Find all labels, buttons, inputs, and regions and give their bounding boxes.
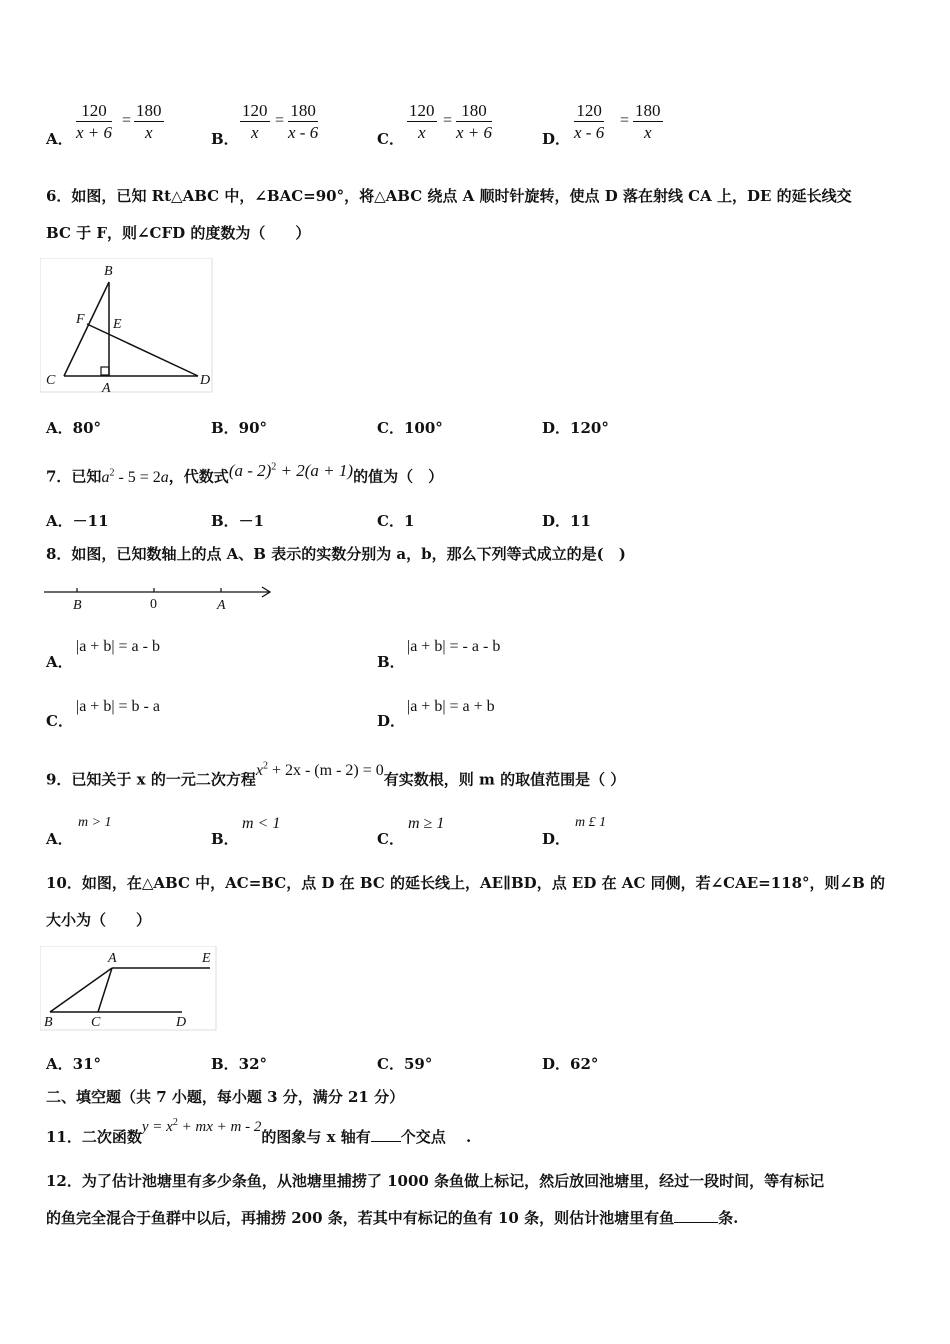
denominator: x — [643, 123, 652, 142]
point-label-d: D — [200, 373, 211, 388]
q5-option-c-right-frac — [456, 101, 492, 144]
q9-option-c-expr: m ≥ 1 — [408, 815, 445, 832]
equals-sign: = — [122, 112, 132, 129]
q8-text: 8．如图，已知数轴上的点 A、B 表示的实数分别为 a，b，那么下列等式成立的是( ) — [46, 545, 626, 563]
q7-expression: (a - 2)$^2$ + 2(a + 1) — [228, 460, 354, 480]
numerator: 120 — [574, 101, 604, 122]
equals-sign: = — [443, 112, 453, 129]
denominator: x — [144, 123, 153, 142]
q5-option-b-label: B． — [211, 130, 239, 148]
axis-label-a: A — [217, 598, 226, 613]
q9-pre: 9．已知关于 x 的一元二次方程 — [46, 770, 256, 789]
q6-text-line1: 6．如图，已知 Rt△ABC 中，∠BAC=90°，将△ABC 绕点 A 顺时针旋转，使点 D 落在射线 CA 上，DE 的延长线交 — [46, 187, 852, 205]
q7-option-a: A．－11 — [46, 512, 109, 530]
point-label-f: F — [76, 312, 85, 327]
denominator: x - 6 — [288, 123, 319, 142]
q7-text — [46, 460, 444, 488]
denominator: x — [417, 123, 426, 142]
q9-text — [46, 761, 626, 790]
denominator: x + 6 — [456, 123, 493, 142]
q5-option-d-right-frac — [633, 101, 663, 144]
q8-option-a-label: A． — [46, 653, 73, 671]
q12-line2-text: 的鱼完全混合于鱼群中以后，再捕捞 200 条，若其中有标记的鱼有 10 条，则估计池塘里有鱼 — [46, 1209, 675, 1227]
q5-option-b-right-frac — [288, 101, 318, 144]
q10-option-c: C．59° — [377, 1055, 433, 1073]
q10-option-d: D．62° — [542, 1055, 599, 1073]
q12-answer-blank[interactable] — [674, 1208, 718, 1223]
q8-option-b-label: B． — [377, 653, 405, 671]
q8-number-line — [40, 580, 280, 614]
axis-label-b: B — [73, 598, 82, 613]
denominator: x - 6 — [574, 123, 605, 142]
q7-option-c: C．1 — [377, 512, 415, 530]
equals-sign: = — [620, 112, 630, 129]
q7-option-b: B．－1 — [211, 512, 265, 530]
q11-text — [46, 1117, 472, 1148]
q8-option-d-label: D． — [377, 712, 406, 730]
q10-option-b: B．32° — [211, 1055, 268, 1073]
q9-post: 有实数根，则 m 的取值范围是（ ） — [383, 770, 626, 789]
q8-option-d-expr: |a + b| = a + b — [407, 698, 495, 715]
q5-option-d-left-frac — [574, 101, 604, 144]
q7-option-d: D．11 — [542, 512, 591, 530]
q8-option-b-expr: |a + b| = - a - b — [407, 638, 501, 655]
q6-option-b: B．90° — [211, 419, 268, 437]
q6-figure-triangle — [40, 258, 215, 396]
numerator: 180 — [136, 101, 162, 120]
q7-pre: 7．已知 — [46, 467, 102, 486]
q7-mid: ，代数式 — [168, 467, 229, 486]
q9-option-c-label: C． — [377, 830, 404, 848]
q5-option-d-label: D． — [542, 130, 571, 148]
point-label-a: A — [108, 951, 117, 966]
q7-post: 的值为（ ） — [353, 467, 444, 486]
q5-option-c-left-frac — [407, 101, 437, 144]
q6-text-line2: BC 于 F，则∠CFD 的度数为（ ） — [46, 224, 311, 242]
numerator: 120 — [76, 101, 112, 122]
section-heading: 二、填空题（共 7 小题，每小题 3 分，满分 21 分） — [46, 1088, 405, 1106]
q11-answer-blank[interactable] — [371, 1127, 401, 1142]
q5-option-a-left-frac — [76, 101, 112, 144]
q9-option-b-label: B． — [211, 830, 239, 848]
q10-option-a: A．31° — [46, 1055, 102, 1073]
numerator: 180 — [635, 101, 661, 120]
q8-option-c-label: C． — [46, 712, 73, 730]
equals-sign: = — [275, 112, 285, 129]
q9-option-a-label: A． — [46, 830, 73, 848]
numerator: 180 — [456, 101, 492, 122]
q12-text-line2 — [46, 1208, 738, 1228]
q6-option-c: C．100° — [377, 419, 443, 437]
q12-text-line1: 12．为了估计池塘里有多少条鱼，从池塘里捕捞了 1000 条鱼做上标记，然后放回池塘里，经过一段时间，等有标记 — [46, 1172, 825, 1190]
q5-option-a-label: A． — [46, 130, 73, 148]
point-label-c: C — [91, 1015, 101, 1030]
numerator: 120 — [409, 101, 435, 120]
denominator: x + 6 — [76, 123, 113, 142]
q9-option-b-expr: m < 1 — [242, 815, 281, 832]
point-label-d: D — [176, 1015, 187, 1030]
q9-option-a-expr: m > 1 — [78, 815, 112, 830]
point-label-e: E — [113, 317, 122, 332]
q7-condition: $a^2 - 5 = 2a$ — [101, 467, 169, 486]
q6-option-a: A．80° — [46, 419, 102, 437]
q9-option-d-expr: m £ 1 — [575, 815, 607, 830]
q11-post2: 个交点 . — [400, 1128, 472, 1146]
q10-text-line2: 大小为（ ） — [46, 911, 152, 929]
q5-option-b-left-frac — [240, 101, 270, 144]
axis-label-zero: 0 — [150, 597, 157, 612]
q6-option-d: D．120° — [542, 419, 609, 437]
q10-text-line1: 10．如图，在△ABC 中，AC=BC，点 D 在 BC 的延长线上，AE∥BD，点 ED 在 AC 同侧，若∠CAE=118°，则∠B 的 — [46, 874, 886, 892]
q11-pre: 11．二次函数 — [46, 1128, 142, 1146]
q8-option-a-expr: |a + b| = a - b — [76, 638, 160, 655]
numerator: 120 — [242, 101, 268, 120]
q5-option-c-label: C． — [377, 130, 404, 148]
q11-post1: 的图象与 x 轴有 — [261, 1128, 371, 1146]
point-label-b: B — [44, 1015, 53, 1030]
point-label-e: E — [202, 951, 211, 966]
q12-line2-end: 条. — [718, 1209, 739, 1227]
q8-option-c-expr: |a + b| = b - a — [76, 698, 160, 715]
numerator: 180 — [288, 101, 318, 122]
q11-function: $y = x^2$ + mx + m - 2 — [141, 1117, 262, 1135]
point-label-b: B — [104, 264, 113, 279]
q9-equation: $x^2 + 2x - (m - 2) = 0$ — [255, 761, 384, 780]
denominator: x — [250, 123, 259, 142]
q10-figure — [40, 946, 220, 1032]
point-label-c: C — [46, 373, 56, 388]
q5-option-a-right-frac — [134, 101, 164, 144]
q9-option-d-label: D． — [542, 830, 571, 848]
point-label-a: A — [102, 381, 111, 396]
